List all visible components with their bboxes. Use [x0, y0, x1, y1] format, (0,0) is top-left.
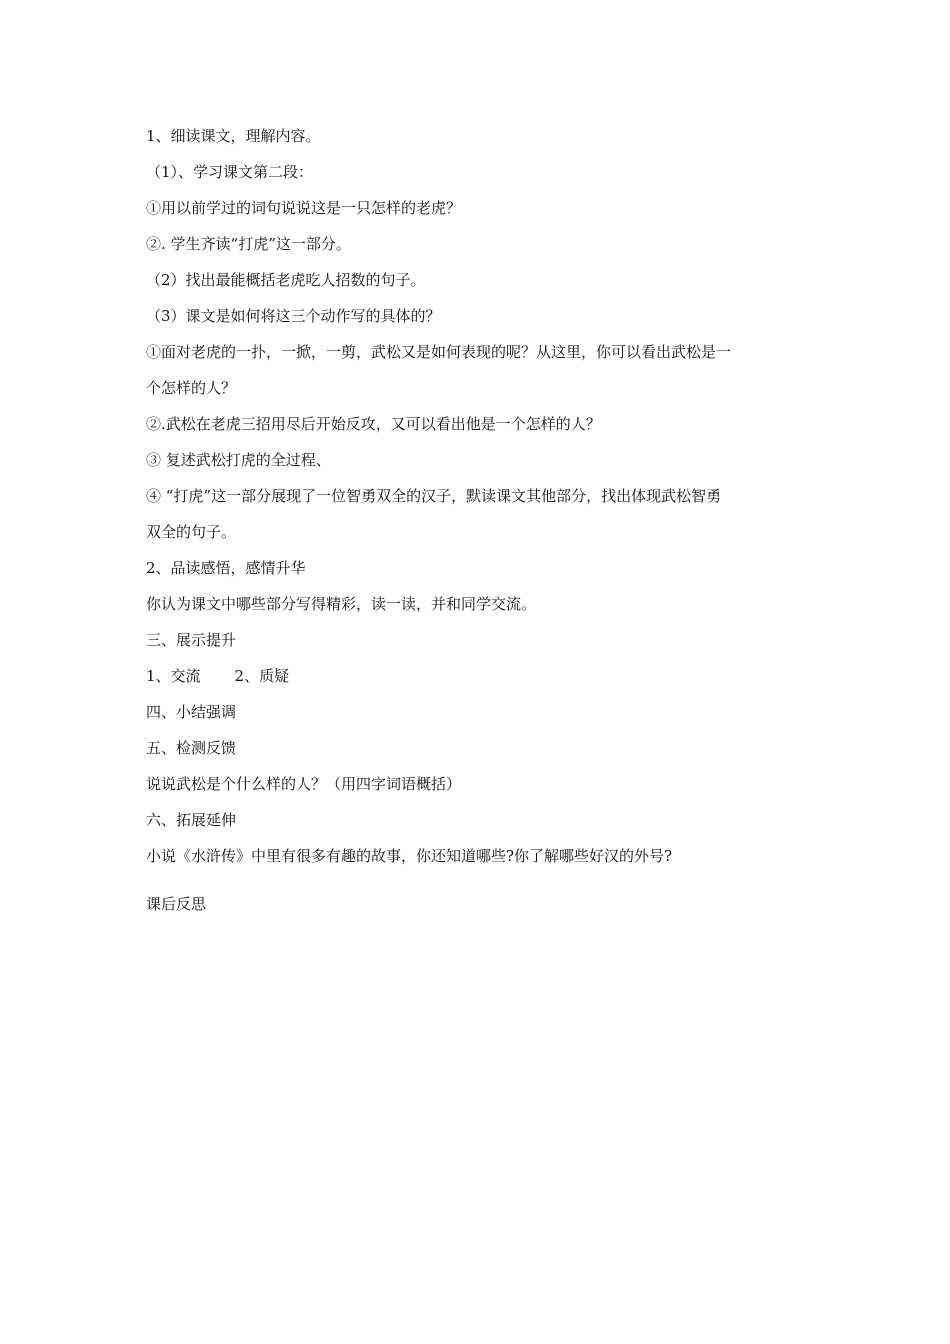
text-line: （2）找出最能概括老虎吃人招数的句子。 [146, 271, 426, 289]
text-line: ①用以前学过的词句说说这是一只怎样的老虎？ [146, 199, 462, 217]
section-heading: 2、品读感悟，感情升华 [146, 559, 306, 577]
text-line: 小说《水浒传》中里有很多有趣的故事，你还知道哪些?你了解哪些好汉的外号? [146, 847, 673, 865]
text-line: ④ “打虎”这一部分展现了一位智勇双全的汉子，默读课文其他部分，找出体现武松智勇 [146, 487, 722, 505]
text-line: （3）课文是如何将这三个动作写的具体的？ [146, 307, 441, 325]
text-line: 1、细读课文，理解内容。 [146, 127, 321, 145]
text-line: 个怎样的人？ [146, 379, 237, 397]
section-heading: 六、拓展延伸 [146, 811, 237, 829]
text-line: ③ 复述武松打虎的全过程、 [146, 451, 331, 469]
exchange-item: 1、交流 [146, 667, 201, 685]
section-heading: 三、展示提升 [146, 631, 237, 649]
exchange-line [146, 664, 816, 700]
text-line: ①面对老虎的一扑，一掀，一剪，武松又是如何表现的呢？从这里，你可以看出武松是一 [146, 343, 732, 361]
text-line: 说说武松是个什么样的人？（用四字词语概括） [146, 775, 462, 793]
text-line: ②.武松在老虎三招用尽后开始反攻，又可以看出他是一个怎样的人？ [146, 415, 601, 433]
section-heading: 五、检测反馈 [146, 739, 237, 757]
section-heading: 四、小结强调 [146, 703, 237, 721]
text-line: 双全的句子。 [146, 523, 237, 541]
text-line: （1）、学习课文第二段： [146, 163, 314, 181]
document-body [146, 124, 816, 928]
question-item: 2、质疑 [234, 667, 290, 685]
reflection-heading: 课后反思 [146, 895, 207, 913]
text-line: ②. 学生齐读“打虎”这一部分。 [146, 235, 351, 253]
text-line: 你认为课文中哪些部分写得精彩，读一读，并和同学交流。 [146, 595, 537, 613]
